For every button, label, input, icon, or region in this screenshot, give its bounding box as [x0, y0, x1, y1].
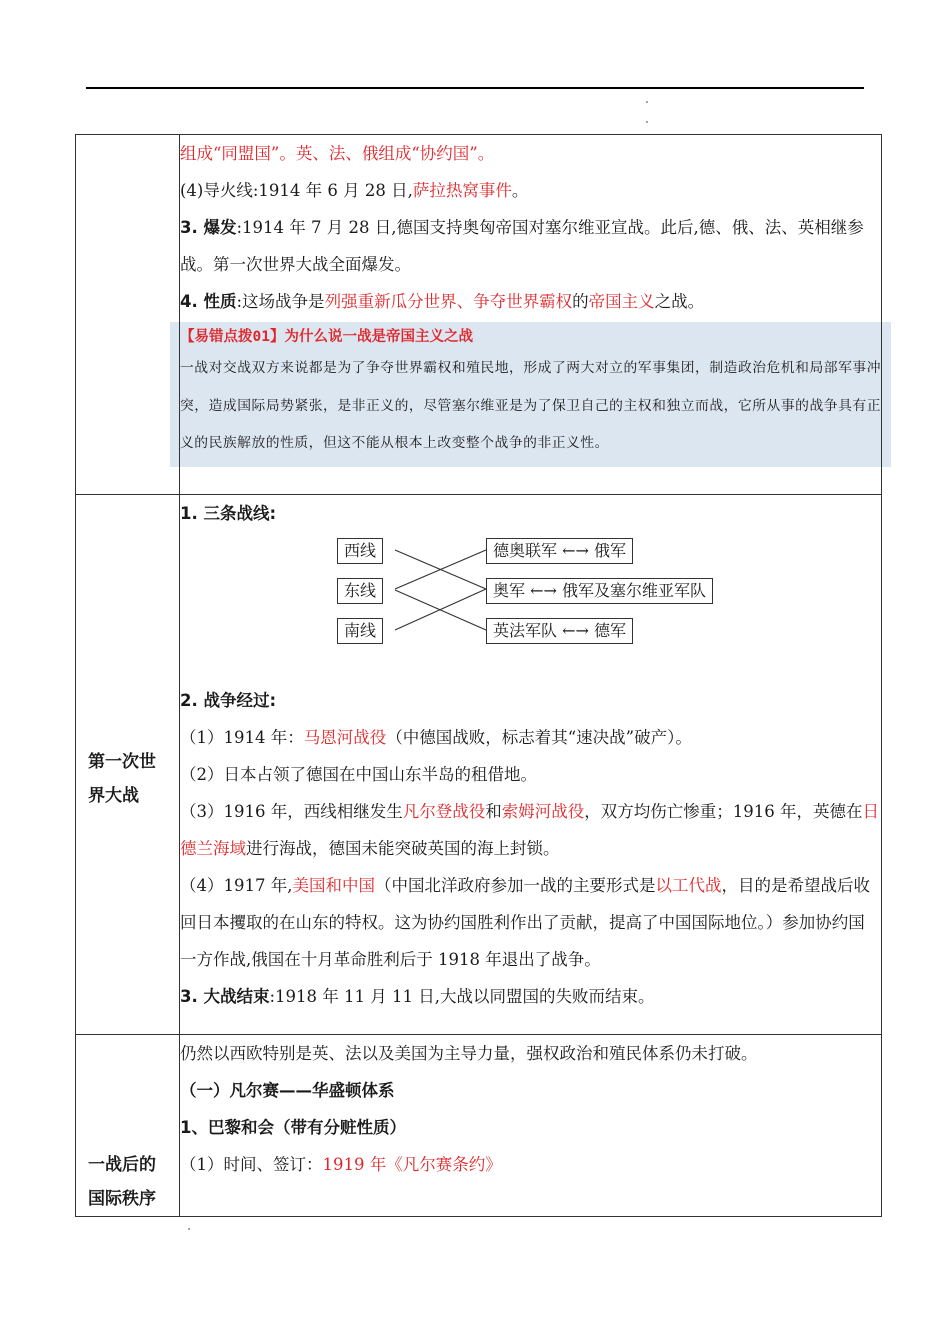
text-segment: :1914 年 7 月 28 日,德国支持奥匈帝国对塞尔维亚宣战。此后,德、俄、法、英相继参战。第一次世界大战全面爆发。	[180, 218, 864, 274]
text-segment: 3. 爆发	[180, 218, 237, 237]
text-segment: 之战。	[654, 292, 705, 311]
text-segment: （1）时间、签订：	[180, 1155, 323, 1174]
highlight-text: 萨拉热窝事件	[412, 181, 512, 200]
heading-war-course: 2. 战争经过:	[180, 691, 277, 710]
paragraph	[180, 209, 881, 283]
highlight-text: 马恩河战役	[303, 728, 387, 747]
text-segment: （中德国战败，标志着其“速决战”破产）。	[386, 728, 692, 747]
paragraph	[180, 719, 881, 756]
highlight-text: 1919 年《凡尔赛条约》	[322, 1155, 502, 1174]
text-segment: 3. 大战结束	[180, 987, 270, 1006]
front-south-armies-box: 英法军队 ←→ 德军	[486, 618, 633, 644]
content-cell-2	[180, 495, 882, 1035]
content-table	[75, 134, 882, 1217]
text-segment: 1、巴黎和会（带有分赃性质）	[180, 1118, 406, 1137]
table-row	[76, 135, 882, 495]
text-segment: 和	[485, 802, 502, 821]
text-segment: （中国北洋政府参加一战的主要形式是	[374, 876, 656, 895]
content-cell-3	[180, 1035, 882, 1217]
heading-three-fronts: 1. 三条战线:	[180, 504, 277, 523]
highlight-text: 组成“同盟国”。	[180, 144, 296, 163]
scan-dot	[646, 101, 648, 103]
text-segment: :1918 年 11 月 11 日,大战以同盟国的失败而结束。	[269, 987, 655, 1006]
paragraph	[180, 135, 881, 172]
paragraph	[180, 756, 881, 793]
side-cell-2	[76, 495, 180, 1035]
paragraph	[180, 1035, 881, 1072]
error-tip-body: 一战对交战双方来说都是为了争夺世界霸权和殖民地，形成了两大对立的军事集团，制造政治危机和局部军事冲突，造成国际局势紧张，是非正义的，尽管塞尔维亚是为了保卫自己的主权和独立而战，它所从事的战争具有正义的民族解放的性质，但这不能从根本上改变整个战争的非正义性。	[180, 360, 881, 451]
paragraph	[180, 867, 881, 978]
highlight-text: 英、法、俄组成“协约国”。	[295, 144, 495, 163]
error-tip-box	[170, 322, 891, 467]
fronts-diagram	[180, 532, 881, 682]
front-west-box: 西线	[337, 538, 383, 564]
paragraph	[180, 1072, 881, 1109]
side-label-postwar: 一战后的国际秩序	[88, 1155, 156, 1209]
highlight-text: 索姆河战役	[501, 802, 585, 821]
front-east-box: 东线	[337, 578, 383, 604]
text-segment: 仍然以西欧特别是英、法以及美国为主导力量，强权政治和殖民体系仍未打破。	[180, 1044, 758, 1063]
paragraph	[180, 1109, 881, 1146]
paragraph	[180, 1146, 881, 1183]
paragraph	[180, 793, 881, 867]
text-segment: (4)导火线:1914 年 6 月 28 日,	[180, 181, 413, 200]
highlight-text: 帝国主义	[588, 292, 655, 311]
side-cell-3	[76, 1035, 180, 1217]
content-cell-1	[180, 135, 882, 495]
highlight-text: 美国和中国	[292, 876, 375, 895]
error-tip-title: 【易错点拨01】为什么说一战是帝国主义之战	[180, 329, 473, 345]
table-row	[76, 495, 882, 1035]
text-segment: ，目的是希望战后收回日本攫取的在山东的特权。这为协约国胜利作出了贡献，提高了中国国际地位。）参加协约国一方作战,俄国在十月革命胜利后于 1918 年退出了战争。	[180, 876, 870, 969]
text-segment: （4）1917 年,	[180, 876, 293, 895]
text-segment: （3）1916 年，西线相继发生	[180, 802, 403, 821]
highlight-text: 列强重新瓜分世界、争夺世界霸权	[324, 292, 573, 311]
highlight-text: 日德兰海域	[180, 802, 879, 858]
header-rule	[86, 87, 864, 89]
text-segment: ，双方均伤亡惨重；1916 年，英德在	[584, 802, 863, 821]
text-segment: （一）凡尔赛——华盛顿体系	[180, 1081, 395, 1100]
scan-dot	[188, 1228, 190, 1230]
side-cell-1	[76, 135, 180, 495]
front-east-armies-box: 奥军 ←→ 俄军及塞尔维亚军队	[486, 578, 713, 604]
highlight-text: 以工代战	[655, 876, 722, 895]
highlight-text: 凡尔登战役	[402, 802, 486, 821]
text-segment: 的	[572, 292, 589, 311]
text-segment: :这场战争是	[236, 292, 325, 311]
scan-dot	[646, 121, 648, 123]
text-segment: 进行海战，德国未能突破英国的海上封锁。	[246, 839, 560, 858]
text-segment: （1）1914 年：	[180, 728, 304, 747]
text-segment: 4. 性质	[180, 292, 237, 311]
table-row	[76, 1035, 882, 1217]
front-west-armies-box: 德奥联军 ←→ 俄军	[486, 538, 633, 564]
paragraph	[180, 172, 881, 209]
paragraph	[180, 283, 881, 320]
paragraph	[180, 978, 881, 1015]
text-segment: （2）日本占领了德国在中国山东半岛的租借地。	[180, 765, 537, 784]
side-label-ww1: 第一次世界大战	[88, 751, 156, 806]
text-segment: 。	[511, 181, 529, 200]
front-south-box: 南线	[337, 618, 383, 644]
